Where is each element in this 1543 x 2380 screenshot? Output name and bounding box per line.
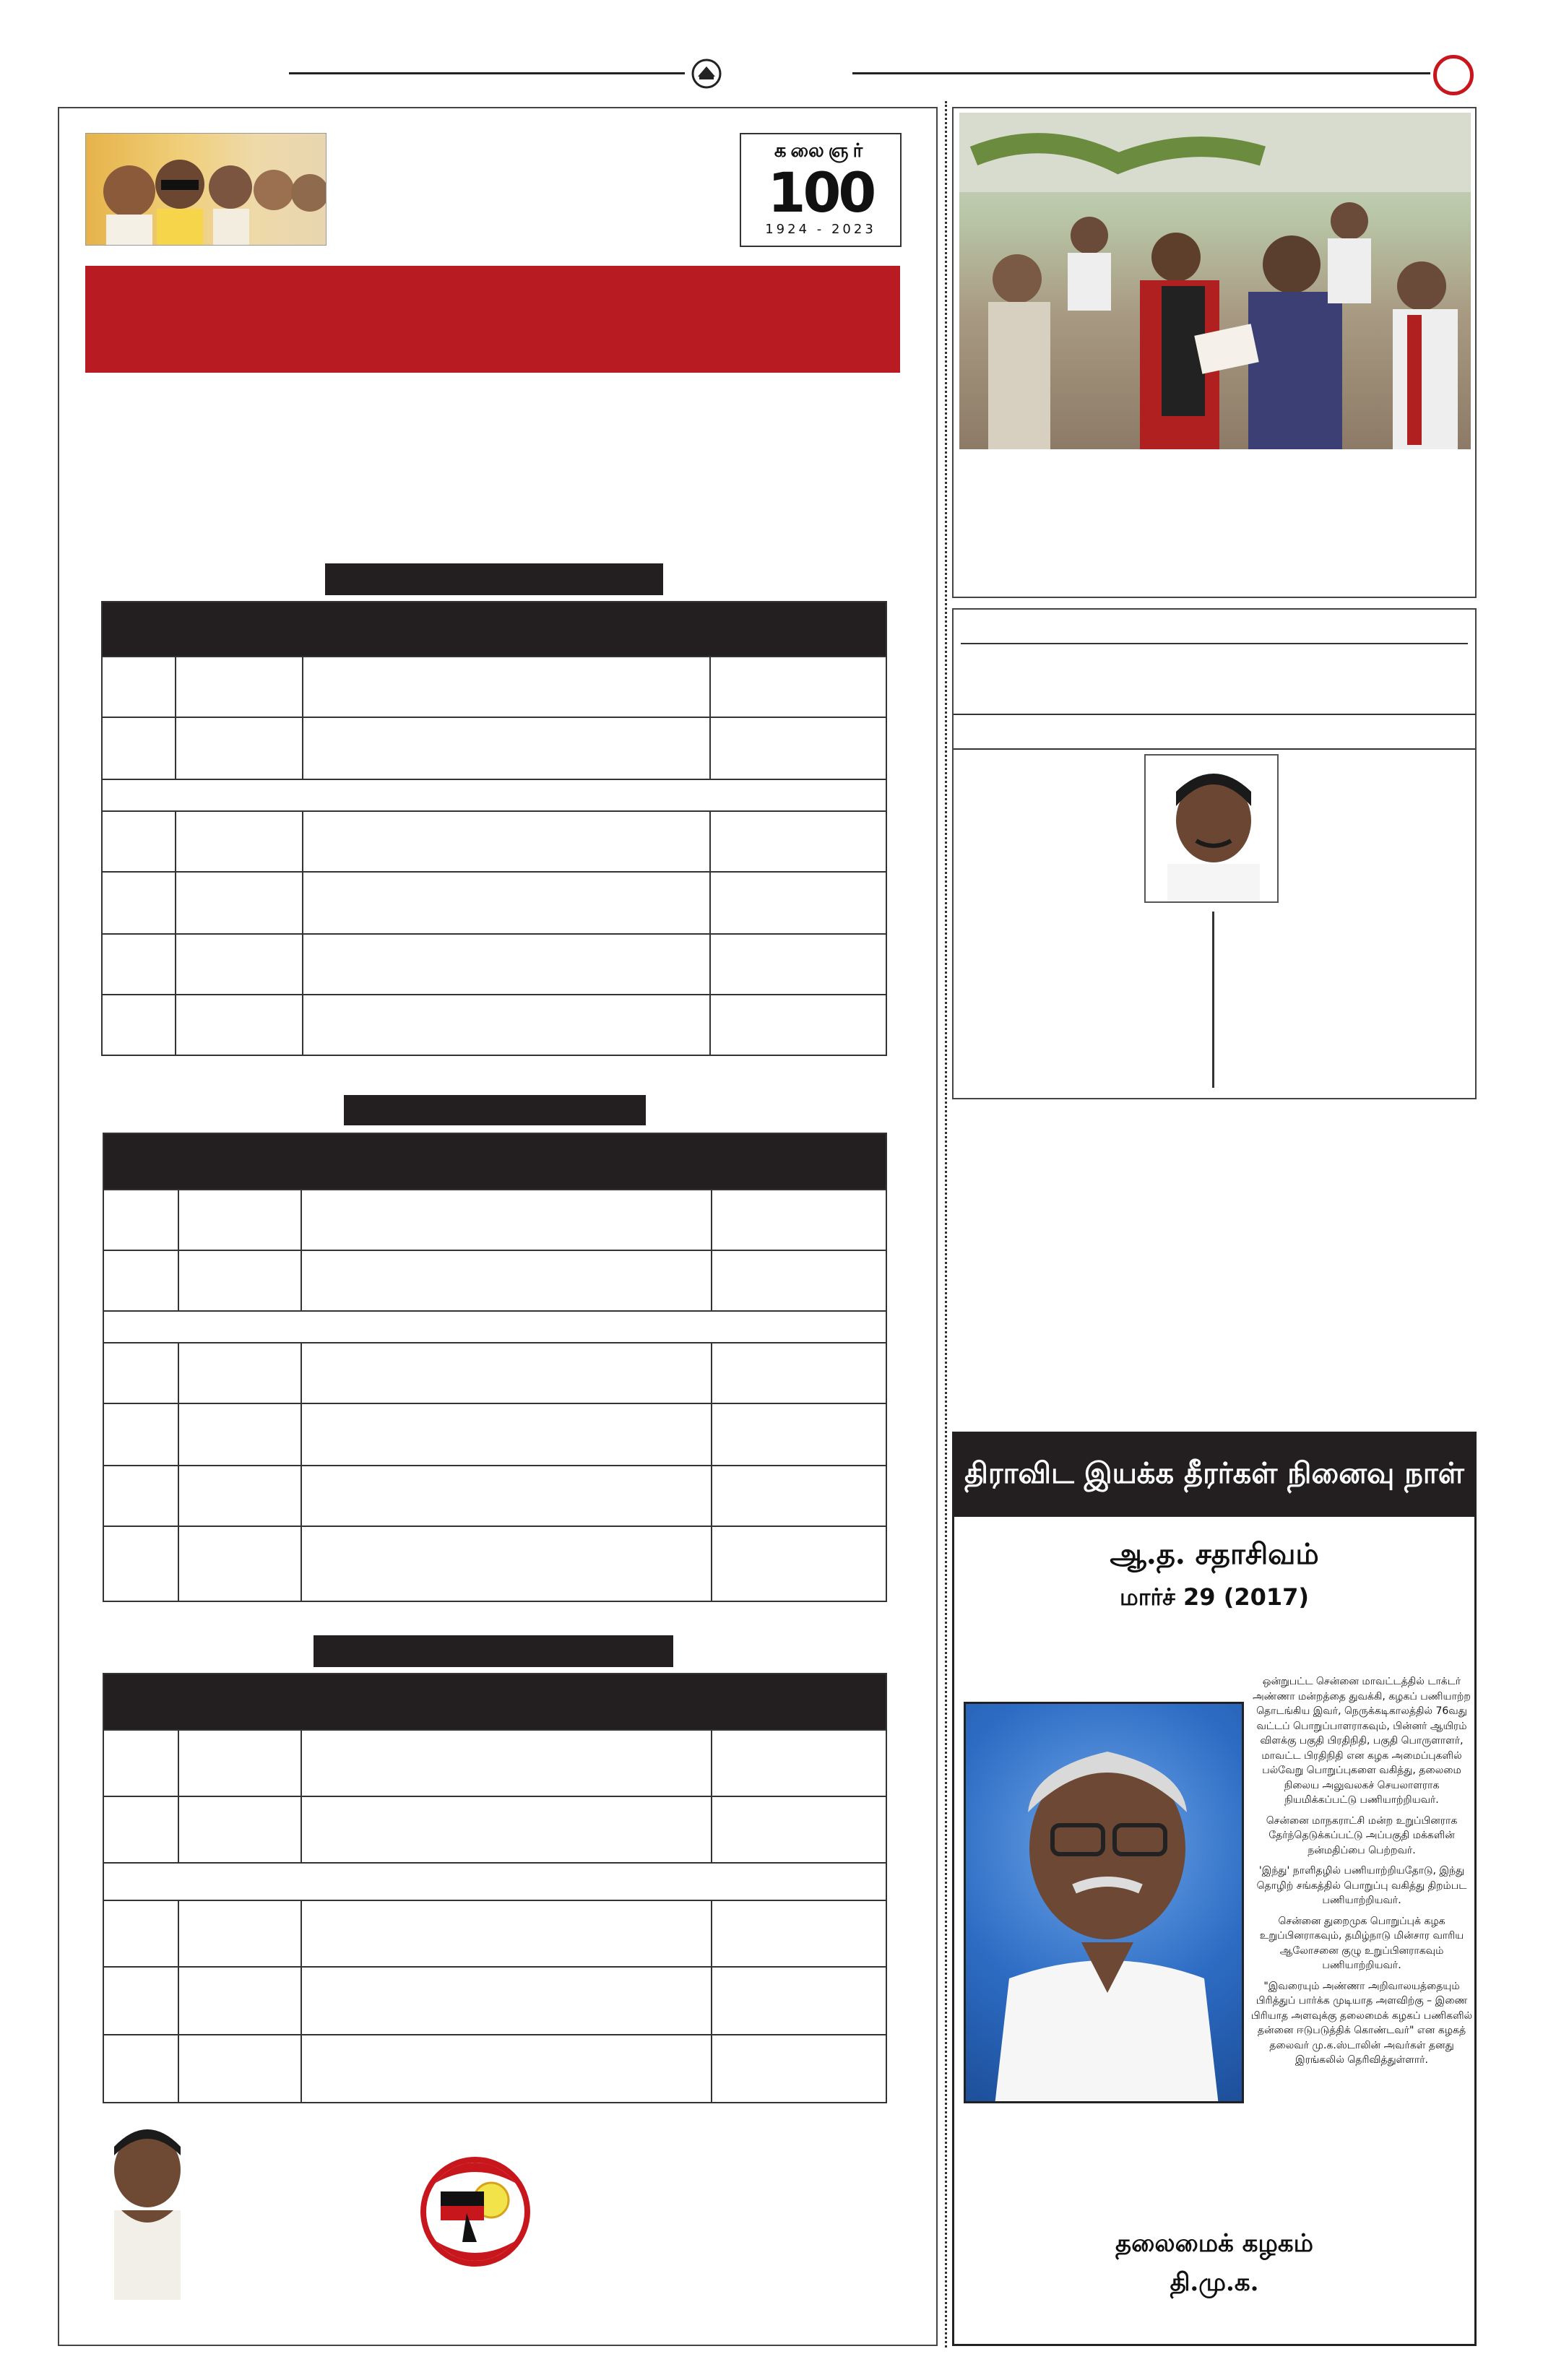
campaign-photo xyxy=(959,113,1471,449)
bio-paragraph: 'இந்து' நாளிதழில் பணியாற்றியதோடு, இந்து தொழிற் சங்கத்தில் பொறுப்பு வகித்து திறம்பட பணியாற்றியவர். xyxy=(1256,1865,1467,1906)
bio-paragraph: சென்னை மாநகராட்சி மன்ற உறுப்பினராக தேர்ந்தெடுக்கப்பட்டு அப்பகுதி மக்களின் நன்மதிப்பை பெற்றவர். xyxy=(1266,1814,1458,1856)
table1-row xyxy=(103,656,886,657)
header-rule-left xyxy=(289,72,685,74)
column-divider xyxy=(945,101,947,2347)
table3-row xyxy=(104,1862,886,1864)
table2-row xyxy=(104,1189,886,1190)
table3-row xyxy=(104,1966,886,1968)
table2-row xyxy=(104,1310,886,1312)
memorial-footer-1: தலைமைக் கழகம் xyxy=(1115,2229,1313,2258)
table2-row xyxy=(104,1403,886,1404)
bio-paragraph: ஒன்றுபட்ட சென்னை மாவட்டத்தில் டாக்டர் அண்ணா மன்றத்தை துவக்கி, கழகப் பணியாற்ற தொடங்கிய இவர், நெருக்கடிகாலத்தில் 76வது வட்டப் பொறுப்பாளராகவும், பின்னர் ஆயிரம் விளக்கு பகுதி பிரதிநிதி, பகுதி பொருளாளர், மாவட்ட பிரதிநிதி என கழக அமைப்புகளில் பல்வேறு பொறுப்புகளை வகித்து, தலைமை நிலைய அலுவலகச் செயலாளராக நியமிக்கப்பட்டு பணியாற்றியவர். xyxy=(1253,1676,1471,1806)
logo-years: 1924 - 2023 xyxy=(765,222,876,237)
profile-portrait xyxy=(1144,754,1279,903)
memorial-heading-bar xyxy=(954,1433,1475,1517)
table1-header xyxy=(103,602,886,656)
leaders-photo xyxy=(85,133,327,246)
table3-row xyxy=(104,1729,886,1731)
kalaignar-100-logo xyxy=(740,133,902,247)
memorial-name: ஆ.த. சதாசிவம் xyxy=(1110,1537,1319,1571)
memorial-footer-2: தி.மு.க. xyxy=(1170,2268,1259,2297)
table2-row xyxy=(104,1250,886,1251)
table3-row xyxy=(104,1796,886,1797)
table1-row xyxy=(103,871,886,873)
table2-row xyxy=(104,1465,886,1466)
memorial-portrait xyxy=(964,1702,1244,2103)
table3-header xyxy=(104,1674,886,1729)
bio-paragraph: சென்னை துறைமுக பொறுப்புக் கழக உறுப்பினராகவும், தமிழ்நாடு மின்சார வாரிய ஆலோசனை குழு உறுப்பினராகவும் பணியாற்றியவர். xyxy=(1259,1915,1464,1971)
profile-box-rule-3 xyxy=(954,748,1475,750)
youth-wing-logo xyxy=(420,2157,530,2267)
youth-leader-photo xyxy=(92,2126,201,2300)
table-2 xyxy=(103,1133,887,1602)
profile-vertical-rule xyxy=(1212,912,1214,1088)
table-1 xyxy=(101,601,887,1056)
bio-paragraph: "இவரையும் அண்ணா அறிவாலயத்தையும் பிரித்துப் பார்க்க முடியாத அளவிற்கு – இணை பிரியாத அளவுக்கு தலைமைக் கழகப் பணிகளில் தன்னை ஈடுபடுத்திக் கொண்டவர்" என கழகத் தலைவர் மு.க.ஸ்டாலின் அவர்கள் தனது இரங்கலில் தெரிவித்துள்ளார். xyxy=(1250,1980,1473,2066)
table2-row xyxy=(104,1526,886,1527)
table1-row xyxy=(103,717,886,718)
table3-row xyxy=(104,1900,886,1901)
header-rule-right xyxy=(852,72,1430,74)
table2-row xyxy=(104,1342,886,1343)
memorial-heading: திராவிட இயக்க தீரர்கள் நினைவு நாள் xyxy=(964,1456,1464,1490)
logo-number: 100 xyxy=(767,160,874,225)
table1-row xyxy=(103,933,886,935)
table3-row xyxy=(104,2034,886,2035)
memorial-bio xyxy=(1250,1674,1474,2068)
table1-row xyxy=(103,994,886,995)
profile-box-rule-2 xyxy=(954,714,1475,715)
memorial-date: மார்ச் 29 (2017) xyxy=(1119,1583,1310,1611)
table2-header xyxy=(104,1134,886,1189)
table1-row xyxy=(103,810,886,812)
table1-row xyxy=(103,779,886,780)
rising-sun-icon xyxy=(691,58,722,90)
table2-title-ribbon xyxy=(344,1095,646,1125)
page-number-circle xyxy=(1433,55,1474,95)
profile-box-rule-1 xyxy=(961,643,1468,644)
logo-script: கலைஞர் xyxy=(774,140,868,162)
table-3 xyxy=(103,1673,887,2103)
table3-title-ribbon xyxy=(314,1635,673,1667)
table1-title-ribbon xyxy=(325,563,663,595)
headline-banner xyxy=(85,266,900,373)
